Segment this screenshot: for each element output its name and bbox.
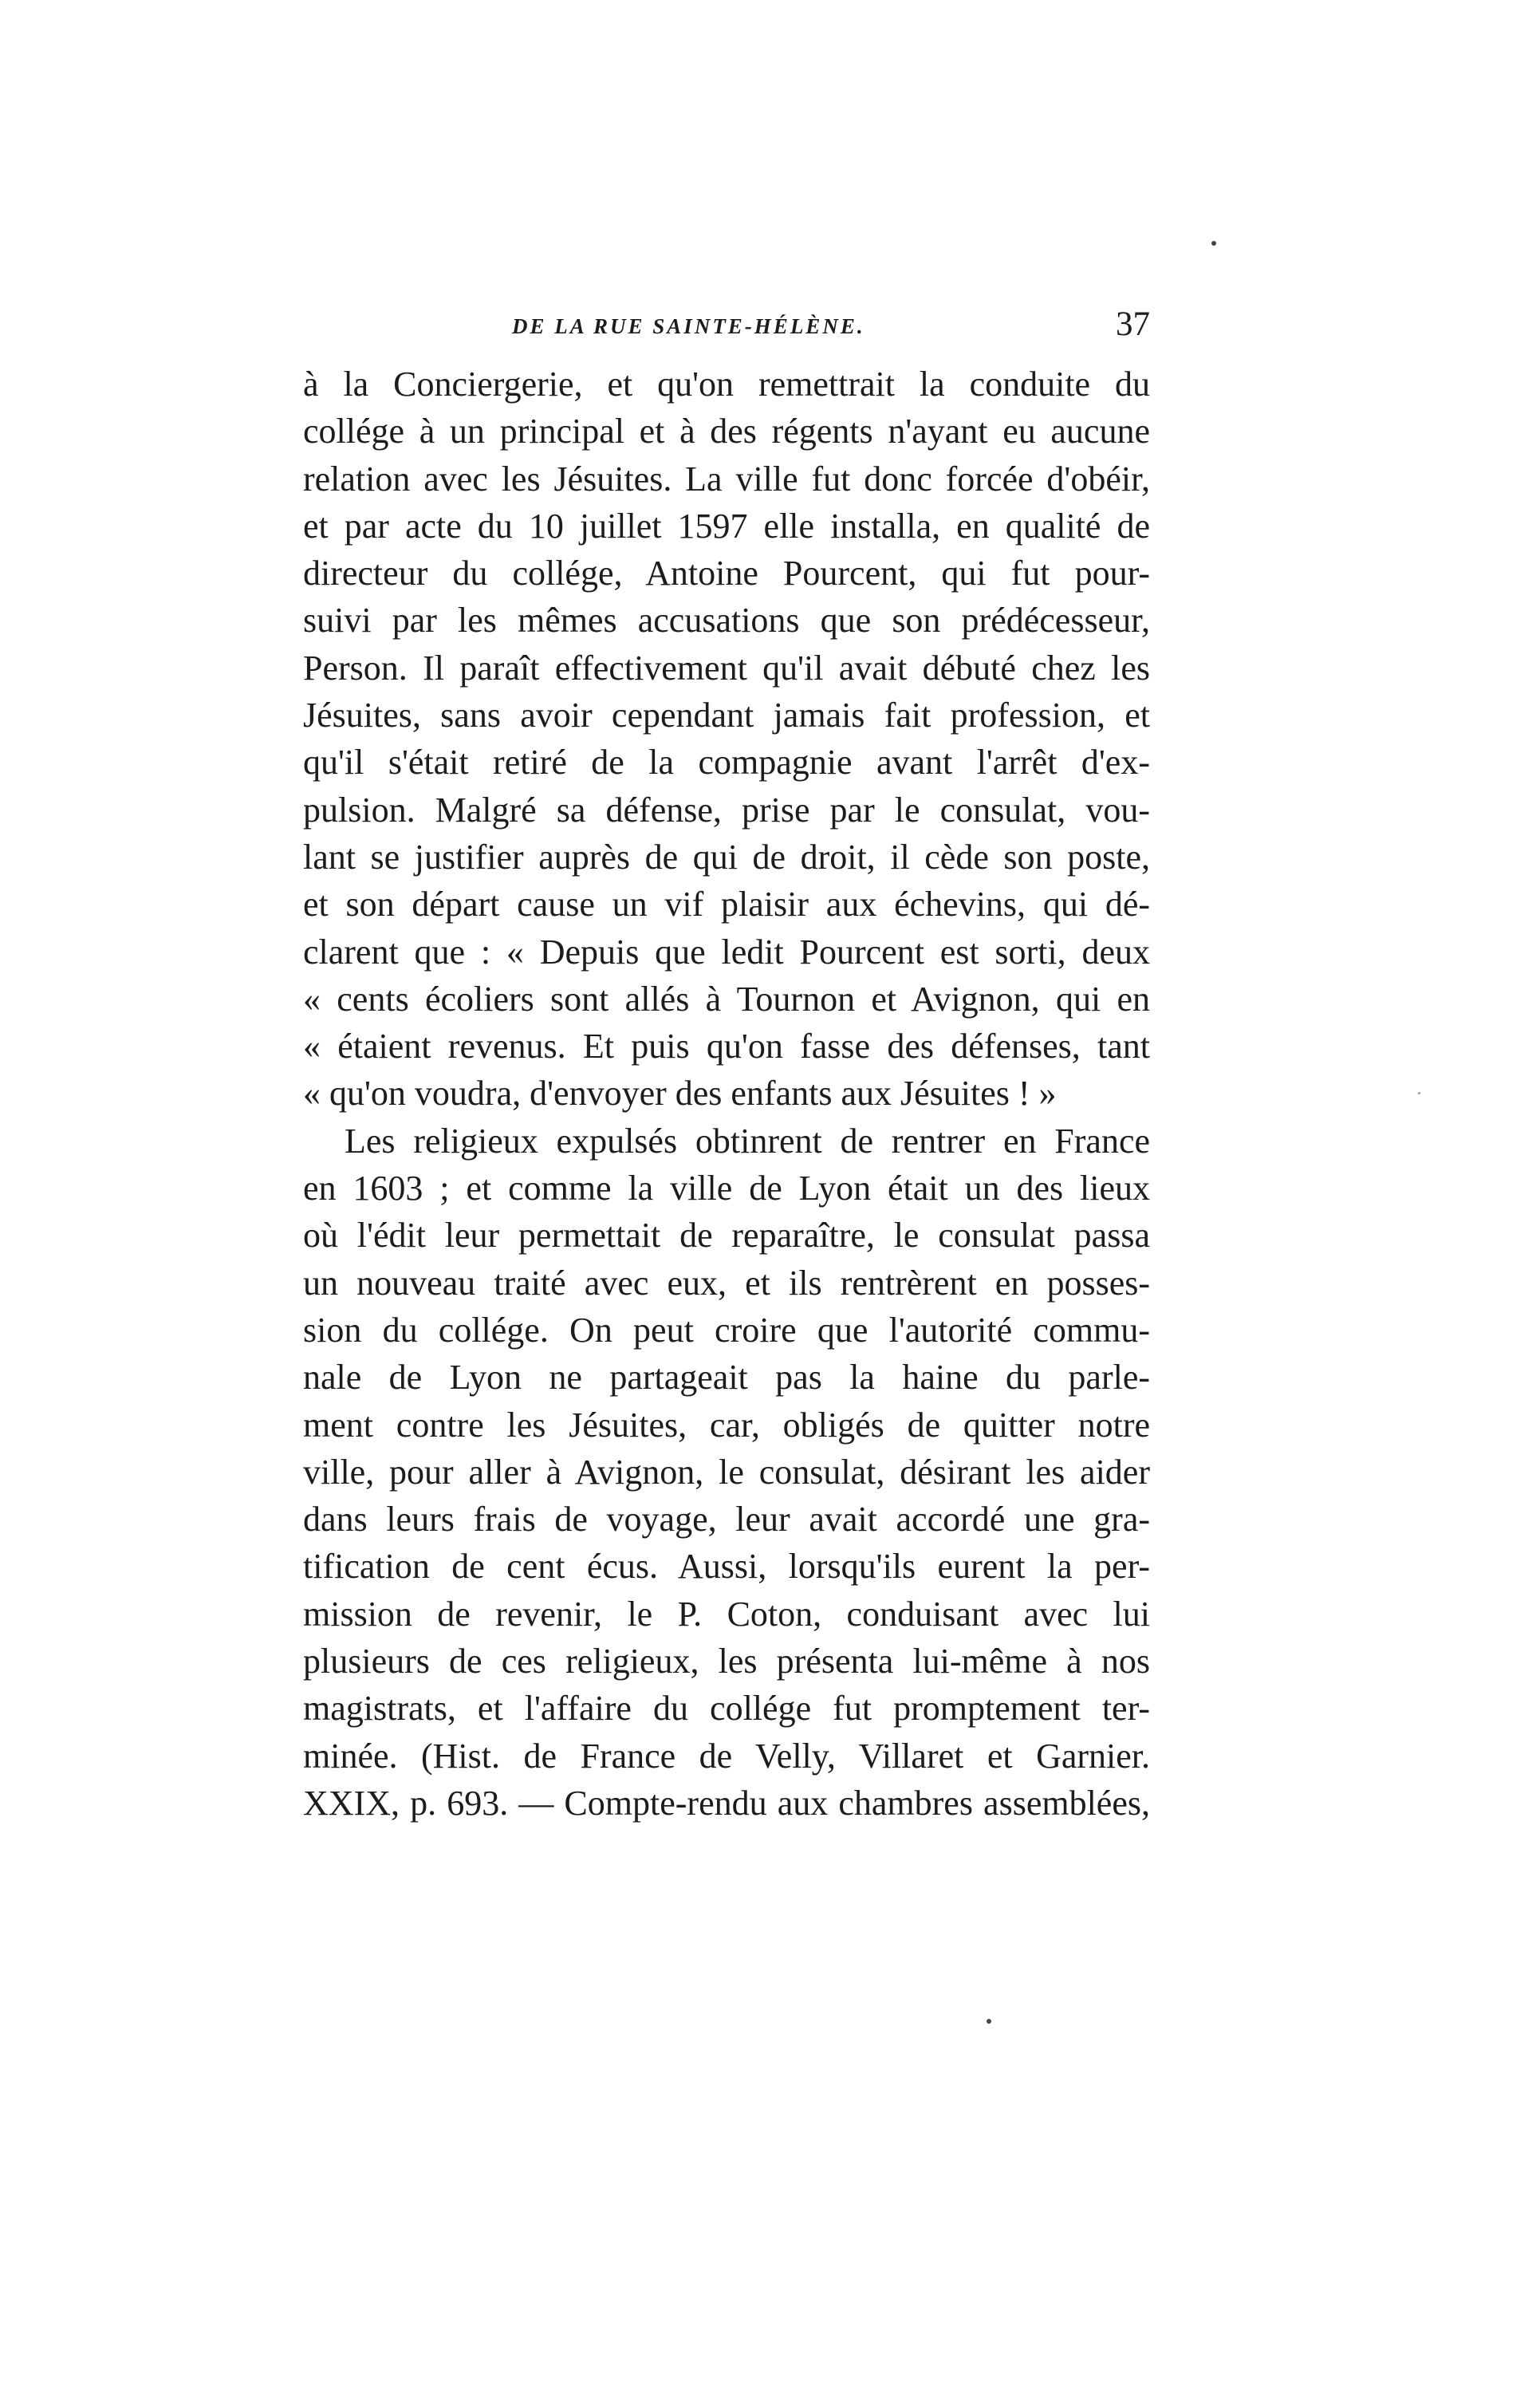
text-line: XXIX, p. 693. — Compte-rendu aux chambres assemblées,: [303, 1783, 1150, 1823]
scan-speck: [1211, 241, 1216, 246]
text-line: collége à un principal et à des régents n'ayant eu aucune: [303, 412, 1150, 451]
text-line: en 1603 ; et comme la ville de Lyon était un des lieux: [303, 1169, 1150, 1208]
text-line: ville, pour aller à Avignon, le consulat, désirant les aider: [303, 1452, 1150, 1492]
text-line: minée. (Hist. de France de Velly, Villaret et Garnier.: [303, 1736, 1150, 1776]
text-line: et son départ cause un vif plaisir aux échevins, qui dé-: [303, 885, 1150, 924]
text-line: pulsion. Malgré sa défense, prise par le consulat, vou-: [303, 790, 1150, 830]
text-line: nale de Lyon ne partageait pas la haine du parle-: [303, 1358, 1150, 1398]
text-line: relation avec les Jésuites. La ville fut donc forcée d'obéir,: [303, 459, 1150, 499]
text-line: tification de cent écus. Aussi, lorsqu'ils eurent la per-: [303, 1547, 1150, 1587]
text-line: lant se justifier auprès de qui de droit, il cède son poste,: [303, 837, 1150, 877]
running-title: DE LA RUE SAINTE-HÉLÈNE.: [512, 314, 865, 338]
text-line: magistrats, et l'affaire du collége fut promptement ter-: [303, 1689, 1150, 1729]
text-line: « étaient revenus. Et puis qu'on fasse des défenses, tant: [303, 1027, 1150, 1066]
text-line: « qu'on voudra, d'envoyer des enfants aux Jésuites ! »: [303, 1074, 1057, 1114]
text-line: clarent que : « Depuis que ledit Pourcent est sorti, deux: [303, 932, 1150, 972]
text-line: Person. Il paraît effectivement qu'il avait débuté chez les: [303, 648, 1150, 688]
text-line: un nouveau traité avec eux, et ils rentrèrent en posses-: [303, 1263, 1150, 1303]
text-line: où l'édit leur permettait de reparaître, le consulat passa: [303, 1216, 1150, 1256]
body-text: [303, 361, 1150, 1827]
page-header: [303, 305, 1150, 353]
text-line: ment contre les Jésuites, car, obligés de quitter notre: [303, 1405, 1150, 1445]
text-line: qu'il s'était retiré de la compagnie avant l'arrêt d'ex-: [303, 743, 1150, 783]
scan-speck: [987, 2019, 991, 2024]
text-line: Jésuites, sans avoir cependant jamais fait profession, et: [303, 696, 1150, 735]
scan-speck: [1418, 1092, 1420, 1094]
text-line: suivi par les mêmes accusations que son prédécesseur,: [303, 601, 1150, 641]
text-line: à la Conciergerie, et qu'on remettrait la conduite du: [303, 365, 1150, 404]
text-line: « cents écoliers sont allés à Tournon et Avignon, qui en: [303, 979, 1150, 1019]
text-line: plusieurs de ces religieux, les présenta lui-même à nos: [303, 1642, 1150, 1681]
text-line: et par acte du 10 juillet 1597 elle installa, en qualité de: [303, 506, 1150, 546]
text-line: sion du collége. On peut croire que l'autorité commu-: [303, 1310, 1150, 1350]
text-line: directeur du collége, Antoine Pourcent, qui fut pour-: [303, 554, 1150, 593]
text-line: mission de revenir, le P. Coton, conduisant avec lui: [303, 1594, 1150, 1634]
page-number: 37: [1116, 306, 1150, 343]
text-line: dans leurs frais de voyage, leur avait accordé une gra-: [303, 1500, 1150, 1539]
text-line: Les religieux expulsés obtinrent de rentrer en France: [345, 1121, 1150, 1161]
